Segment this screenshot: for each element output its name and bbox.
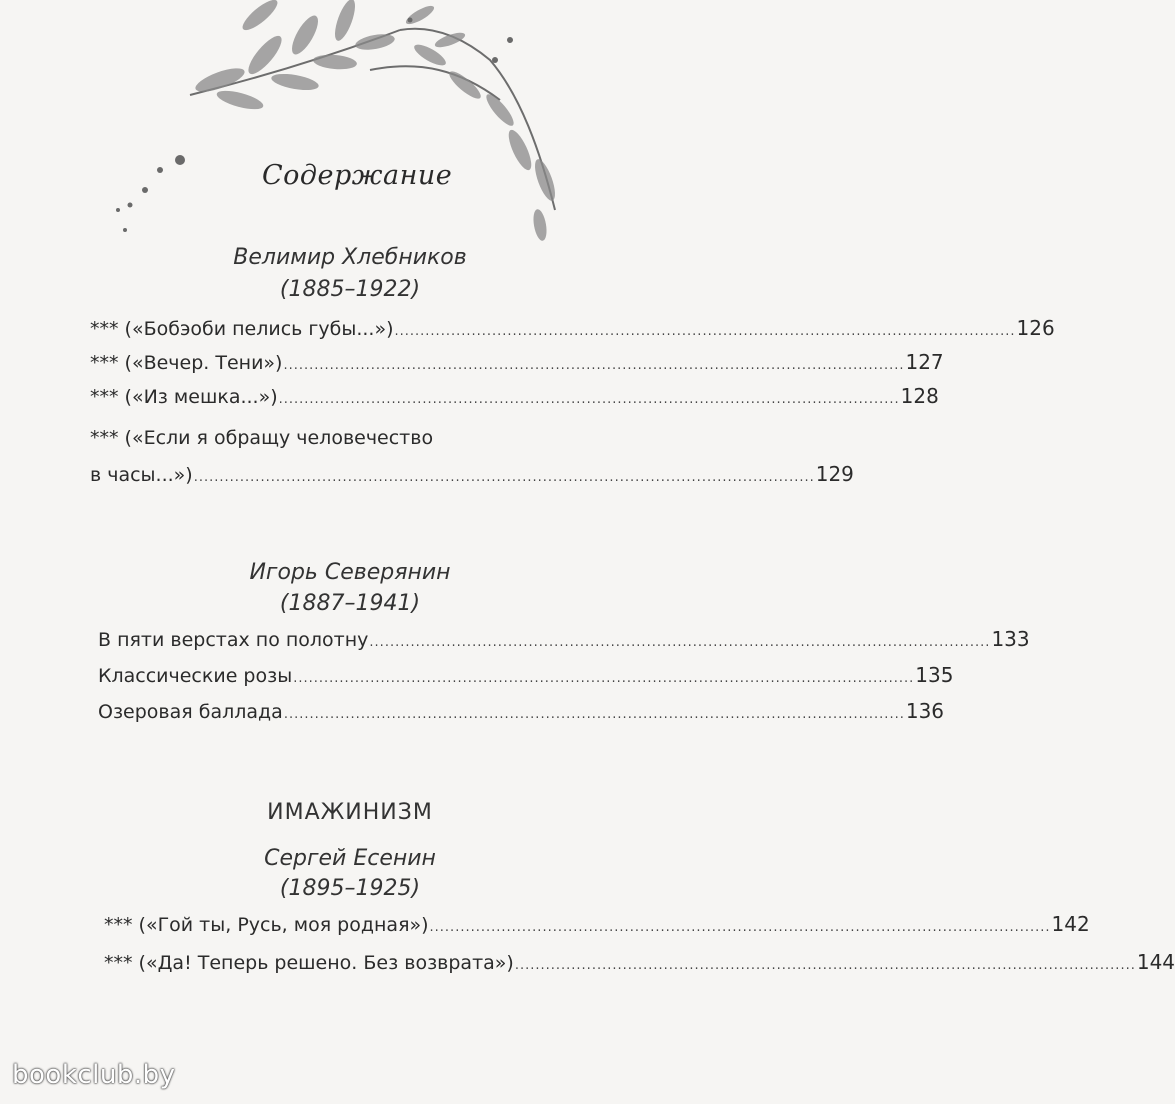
entry-title: *** («Гой ты, Русь, моя родная») [104, 914, 429, 936]
toc-entry[interactable] [90, 462, 854, 486]
author-dates: (1895–1925) [279, 876, 421, 901]
toc-entry[interactable] [98, 663, 954, 687]
toc-entry[interactable] [90, 384, 939, 408]
leader-dots: ......................................................................................................................... [193, 470, 815, 485]
leader-dots: ......................................................................................................................... [514, 958, 1136, 973]
entry-title: *** («Вечер. Тени») [90, 352, 283, 374]
author-dates: (1885–1922) [279, 277, 421, 302]
leader-dots: ......................................................................................................................... [283, 707, 905, 722]
leader-dots: ......................................................................................................................... [278, 392, 900, 407]
entry-title: Озеровая баллада [98, 701, 283, 723]
leader-dots: ......................................................................................................................... [394, 324, 1016, 339]
leaf-branch-ornament [100, 0, 580, 250]
leader-dots: ......................................................................................................................... [293, 671, 915, 686]
entry-title: *** («Из мешка...») [90, 386, 278, 408]
toc-entry[interactable] [104, 912, 1090, 936]
entry-page: 128 [900, 384, 939, 408]
toc-entry[interactable] [90, 316, 1055, 340]
entry-title: в часы...») [90, 464, 193, 486]
entry-page: 127 [905, 350, 944, 374]
entry-title: Классические розы [98, 665, 293, 687]
toc-entry[interactable] [104, 950, 1175, 974]
author-dates: (1887–1941) [279, 591, 421, 616]
leader-dots: ......................................................................................................................... [283, 358, 905, 373]
entry-title: В пяти верстах по полотну [98, 629, 369, 651]
section-heading: ИМАЖИНИЗМ [267, 800, 433, 825]
author-name: Игорь Северянин [249, 560, 451, 585]
entry-page: 133 [991, 627, 1030, 651]
toc-title: Содержание [262, 160, 453, 191]
entry-title: *** («Да! Теперь решено. Без возврата») [104, 952, 514, 974]
entry-page: 136 [905, 699, 945, 723]
watermark-text: bookclub.by [12, 1060, 176, 1090]
toc-entry[interactable] [98, 627, 1030, 651]
entry-page: 126 [1016, 316, 1055, 340]
toc-entry[interactable] [98, 699, 945, 723]
author-name: Сергей Есенин [264, 846, 436, 871]
entry-page: 129 [815, 462, 854, 486]
author-name: Велимир Хлебников [233, 245, 467, 270]
entry-title: *** («Бобэоби пелись губы...») [90, 318, 394, 340]
leader-dots: ......................................................................................................................... [429, 920, 1051, 935]
entry-page: 144 [1136, 950, 1175, 974]
entry-page: 142 [1051, 912, 1090, 936]
toc-entry[interactable] [90, 350, 944, 374]
leader-dots: ......................................................................................................................... [369, 635, 991, 650]
entry-page: 135 [915, 663, 954, 687]
entry-title-line1[interactable]: *** («Если я обращу человечество [90, 427, 434, 449]
